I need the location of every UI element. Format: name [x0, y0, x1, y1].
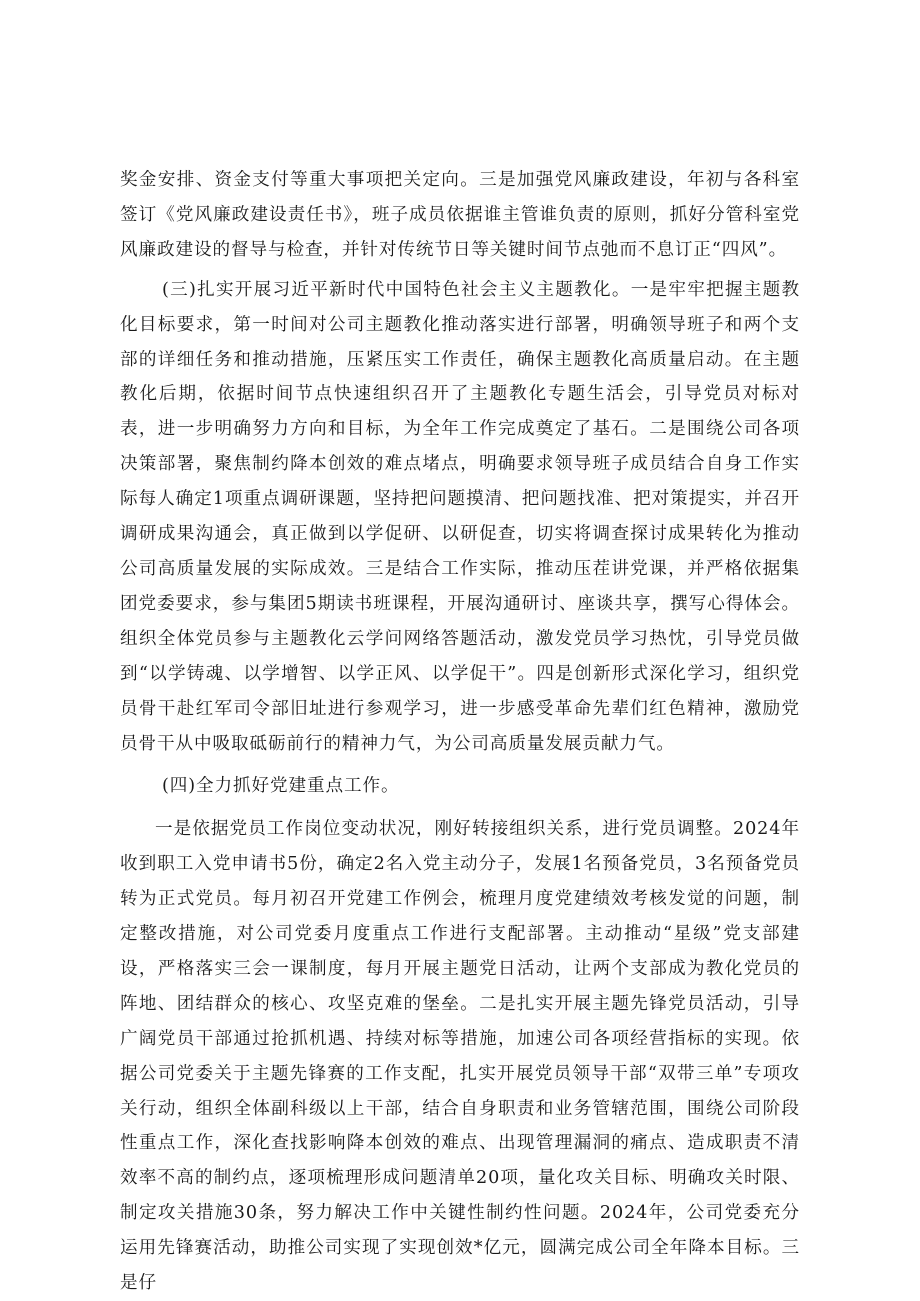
paragraph-continuation: 奖金安排、资金支付等重大事项把关定向。三是加强党风廉政建设，年初与各科室签订《党风廉政建设责任书》，班子成员依据谁主管谁负责的原则，抓好分管科室党风廉政建设的督导与检查，并针对传统节日等关键时间节点弛而不息订正“四风”。: [120, 170, 800, 260]
paragraph-section-three: (三)扎实开展习近平新时代中国特色社会主义主题教化。一是牢牢把握主题教化目标要求，第一时间对公司主题教化推动落实进行部署，明确领导班子和两个支部的详细任务和推动措施，压紧压实工作责任，确保主题教化高质量启动。在主题教化后期，依据时间节点快速组织召开了主题教化专题生活会，引导党员对标对表，进一步明确努力方向和目标，为全年工作完成奠定了基石。二是围绕公司各项决策部署，聚焦制约降本创效的难点堵点，明确要求领导班子成员结合自身工作实际每人确定1项重点调研课题，坚持把问题摸清、把问题找准、把对策提实，并召开调研成果沟通会，真正做到以学促研、以研促查，切实将调查探讨成果转化为推动公司高质量发展的实际成效。三是结合工作实际，推动压茬讲党课，并严格依据集团党委要求，参与集团5期读书班课程，开展沟通研讨、座谈共享，撰写心得体会。组织全体党员参与主题教化云学问网络答题活动，激发党员学习热忱，引导党员做到“以学铸魂、以学增智、以学正风、以学促干”。四是创新形式深化学习，组织党员骨干赴红军司令部旧址进行参观学习，进一步感受革命先辈们红色精神，激励党员骨干从中吸取砥砺前行的精神力气，为公司高质量发展贡献力气。: [120, 279, 800, 754]
section-heading-four: (四)全力抓好党建重点工作。: [162, 776, 400, 797]
paragraph-section-four-body: 一是依据党员工作岗位变动状况，刚好转接组织关系，进行党员调整。2024年收到职工入党申请书5份，确定2名入党主动分子，发展1名预备党员，3名预备党员转为正式党员。每月初召开党建工作例会，梳理月度党建绩效考核发觉的问题，制定整改措施，对公司党委月度重点工作进行支配部署。主动推动“星级”党支部建设，严格落实三会一课制度，每月开展主题党日活动，让两个支部成为教化党员的阵地、团结群众的核心、攻坚克难的堡垒。二是扎实开展主题先锋党员活动，引导广阔党员干部通过抢抓机遇、持续对标等措施，加速公司各项经营指标的实现。依据公司党委关于主题先锋赛的工作支配，扎实开展党员领导干部“双带三单”专项攻关行动，组织全体副科级以上干部，结合自身职责和业务管辖范围，围绕公司阶段性重点工作，深化查找影响降本创效的难点、出现管理漏洞的痛点、造成职责不清效率不高的制约点，逐项梳理形成问题清单20项，量化攻关目标、明确攻关时限、制定攻关措施30条，努力解决工作中关键性制约性问题。2024年，公司党委充分运用先锋赛活动，助推公司实现了实现创效*亿元，圆满完成公司全年降本目标。三是仔: [120, 819, 800, 1294]
document-page: [120, 163, 800, 1301]
